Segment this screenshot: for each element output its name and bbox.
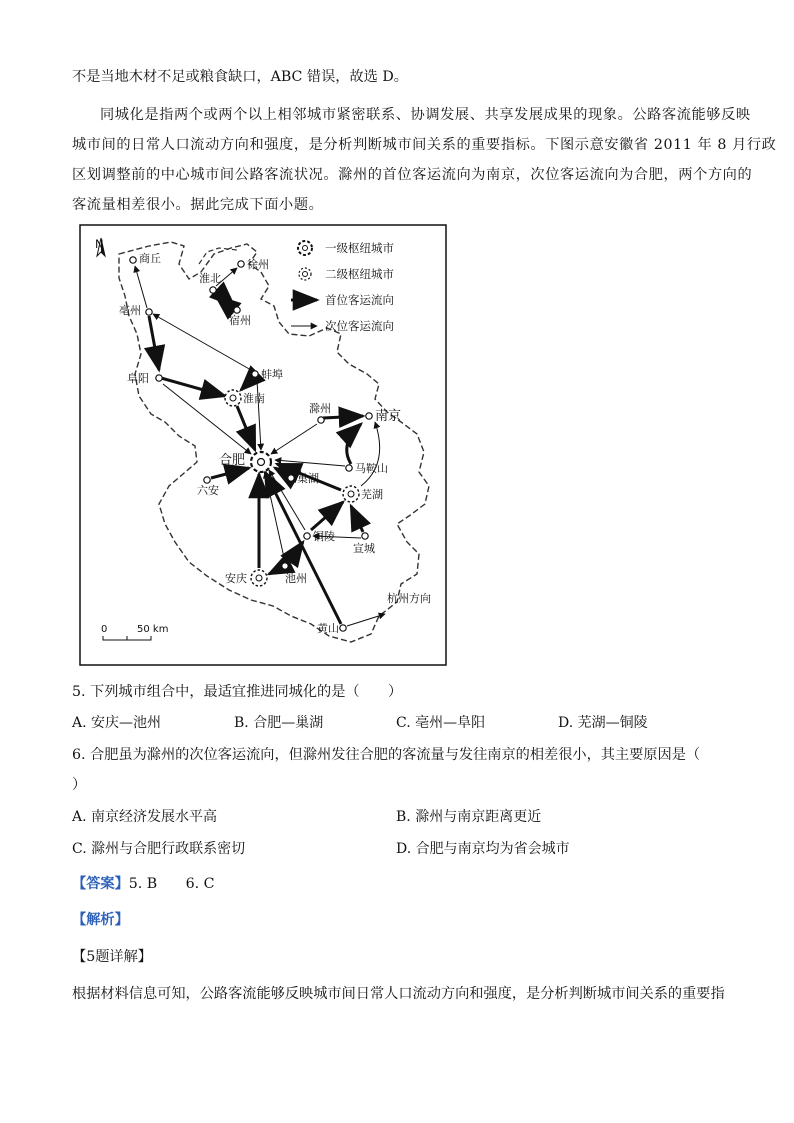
legend-hub2-label: 二级枢纽城市: [325, 267, 394, 281]
q5-stem: 5. 下列城市组合中，最适宜推进同城化的是（ ）: [72, 684, 403, 700]
analysis-text-line: 根据材料信息可知，公路客流能够反映城市间日常人口流动方向和强度，是分析判断城市间关系的重要指: [72, 986, 725, 1002]
hub-anqing: [251, 570, 267, 586]
q5-option-a[interactable]: A. 安庆—池州: [72, 715, 162, 731]
node-chaohu: [288, 475, 294, 481]
label-huangshan: 黄山: [317, 622, 339, 635]
detail-tag: 【5题详解】: [72, 949, 152, 965]
label-tongling: 铜陵: [313, 530, 335, 543]
node-chizhou: [282, 563, 288, 569]
paragraph-line-2: 城市间的日常人口流动方向和强度，是分析判断城市间关系的重要指标。下图示意安徽省 2011 年 8 月行政: [72, 137, 777, 153]
label-xuancheng: 宣城: [353, 542, 375, 555]
label-nanjing: 南京: [375, 409, 402, 424]
node-nanjing: [366, 413, 372, 419]
north-label: N: [95, 237, 104, 251]
node-maanshan: [346, 465, 352, 471]
label-wuhu: 芜湖: [361, 488, 383, 501]
label-anqing: 安庆: [225, 572, 247, 585]
label-luan: 六安: [197, 484, 219, 497]
node-huangshan: [340, 625, 346, 631]
node-tongling: [304, 533, 310, 539]
label-huaibei: 淮北: [199, 272, 221, 285]
paragraph-line-1: 同城化是指两个或两个以上相邻城市紧密联系、协调发展、共享发展成果的现象。公路客流能够反映: [100, 107, 751, 123]
q6-option-c[interactable]: C. 滁州与合肥行政联系密切: [72, 841, 246, 857]
q6-option-b[interactable]: B. 滁州与南京距离更近: [396, 809, 542, 825]
legend-hub1-label: 一级枢纽城市: [325, 241, 394, 255]
q6-stem-end: ）: [72, 777, 87, 793]
legend-primary-label: 首位客运流向: [325, 293, 394, 307]
label-suzhou: 宿州: [229, 314, 251, 327]
node-huaibei: [210, 287, 216, 293]
legend-secondary-label: 次位客运流向: [325, 319, 394, 333]
answer-line: [72, 873, 726, 893]
answer-tag: 【答案】: [72, 876, 129, 892]
hub-huainan: [225, 390, 241, 406]
intro-line: 不是当地木材不足或粮食缺口，ABC 错误，故选 D。: [72, 69, 408, 85]
node-luan: [204, 477, 210, 483]
answer-text: 5. B 6. C: [128, 876, 215, 892]
node-suzhou: [234, 307, 240, 313]
hub-hefei: [251, 452, 271, 472]
q6-option-d[interactable]: D. 合肥与南京均为省会城市: [396, 841, 570, 857]
paragraph-line-4: 客流量相差很小。据此完成下面小题。: [72, 197, 324, 213]
label-huainan: 淮南: [243, 392, 265, 405]
scale-label: 50 km: [137, 624, 169, 635]
paragraph-line-3: 区划调整前的中心城市间公路客流状况。滁州的首位客运流向为南京，次位客运流向为合肥，两个方向的: [72, 167, 753, 183]
q6-stem: 6. 合肥虽为滁州的次位客运流向，但滁州发往合肥的客流量与发往南京的相差很小，其主要原因是（: [72, 747, 701, 763]
q5-option-b[interactable]: B. 合肥—巢湖: [234, 715, 324, 731]
node-xuancheng: [362, 533, 368, 539]
node-fuyang: [156, 375, 162, 381]
node-xuzhou: [238, 261, 244, 267]
analysis-tag: 【解析】: [72, 912, 129, 928]
label-chuzhou: 滁州: [309, 402, 331, 415]
node-shangqiu: [130, 257, 136, 263]
primary-hub-hefei: [251, 452, 271, 472]
hub-wuhu: [343, 486, 359, 502]
passenger-flow-map: [79, 224, 447, 666]
label-bengbu: 蚌埠: [261, 368, 283, 381]
label-bozhou: 亳州: [119, 304, 141, 317]
q5-option-c[interactable]: C. 亳州—阜阳: [396, 715, 486, 731]
node-chuzhou: [318, 417, 324, 423]
label-fuyang: 阜阳: [127, 372, 149, 385]
label-chizhou: 池州: [285, 572, 307, 585]
q5-option-d[interactable]: D. 芜湖—铜陵: [558, 715, 648, 731]
node-bozhou: [146, 309, 152, 315]
label-maanshan: 马鞍山: [355, 462, 388, 475]
flow-chuzhou-nanjing: [323, 416, 363, 418]
label-xuzhou: 徐州: [247, 258, 269, 271]
label-hefei: 合肥: [219, 453, 246, 468]
label-hangzhou: 杭州方向: [387, 592, 431, 605]
scale-zero: 0: [101, 624, 108, 635]
label-shangqiu: 商丘: [139, 252, 161, 265]
node-bengbu: [252, 371, 258, 377]
label-chaohu: 巢湖: [297, 472, 319, 485]
q6-option-a[interactable]: A. 南京经济发展水平高: [72, 809, 218, 825]
